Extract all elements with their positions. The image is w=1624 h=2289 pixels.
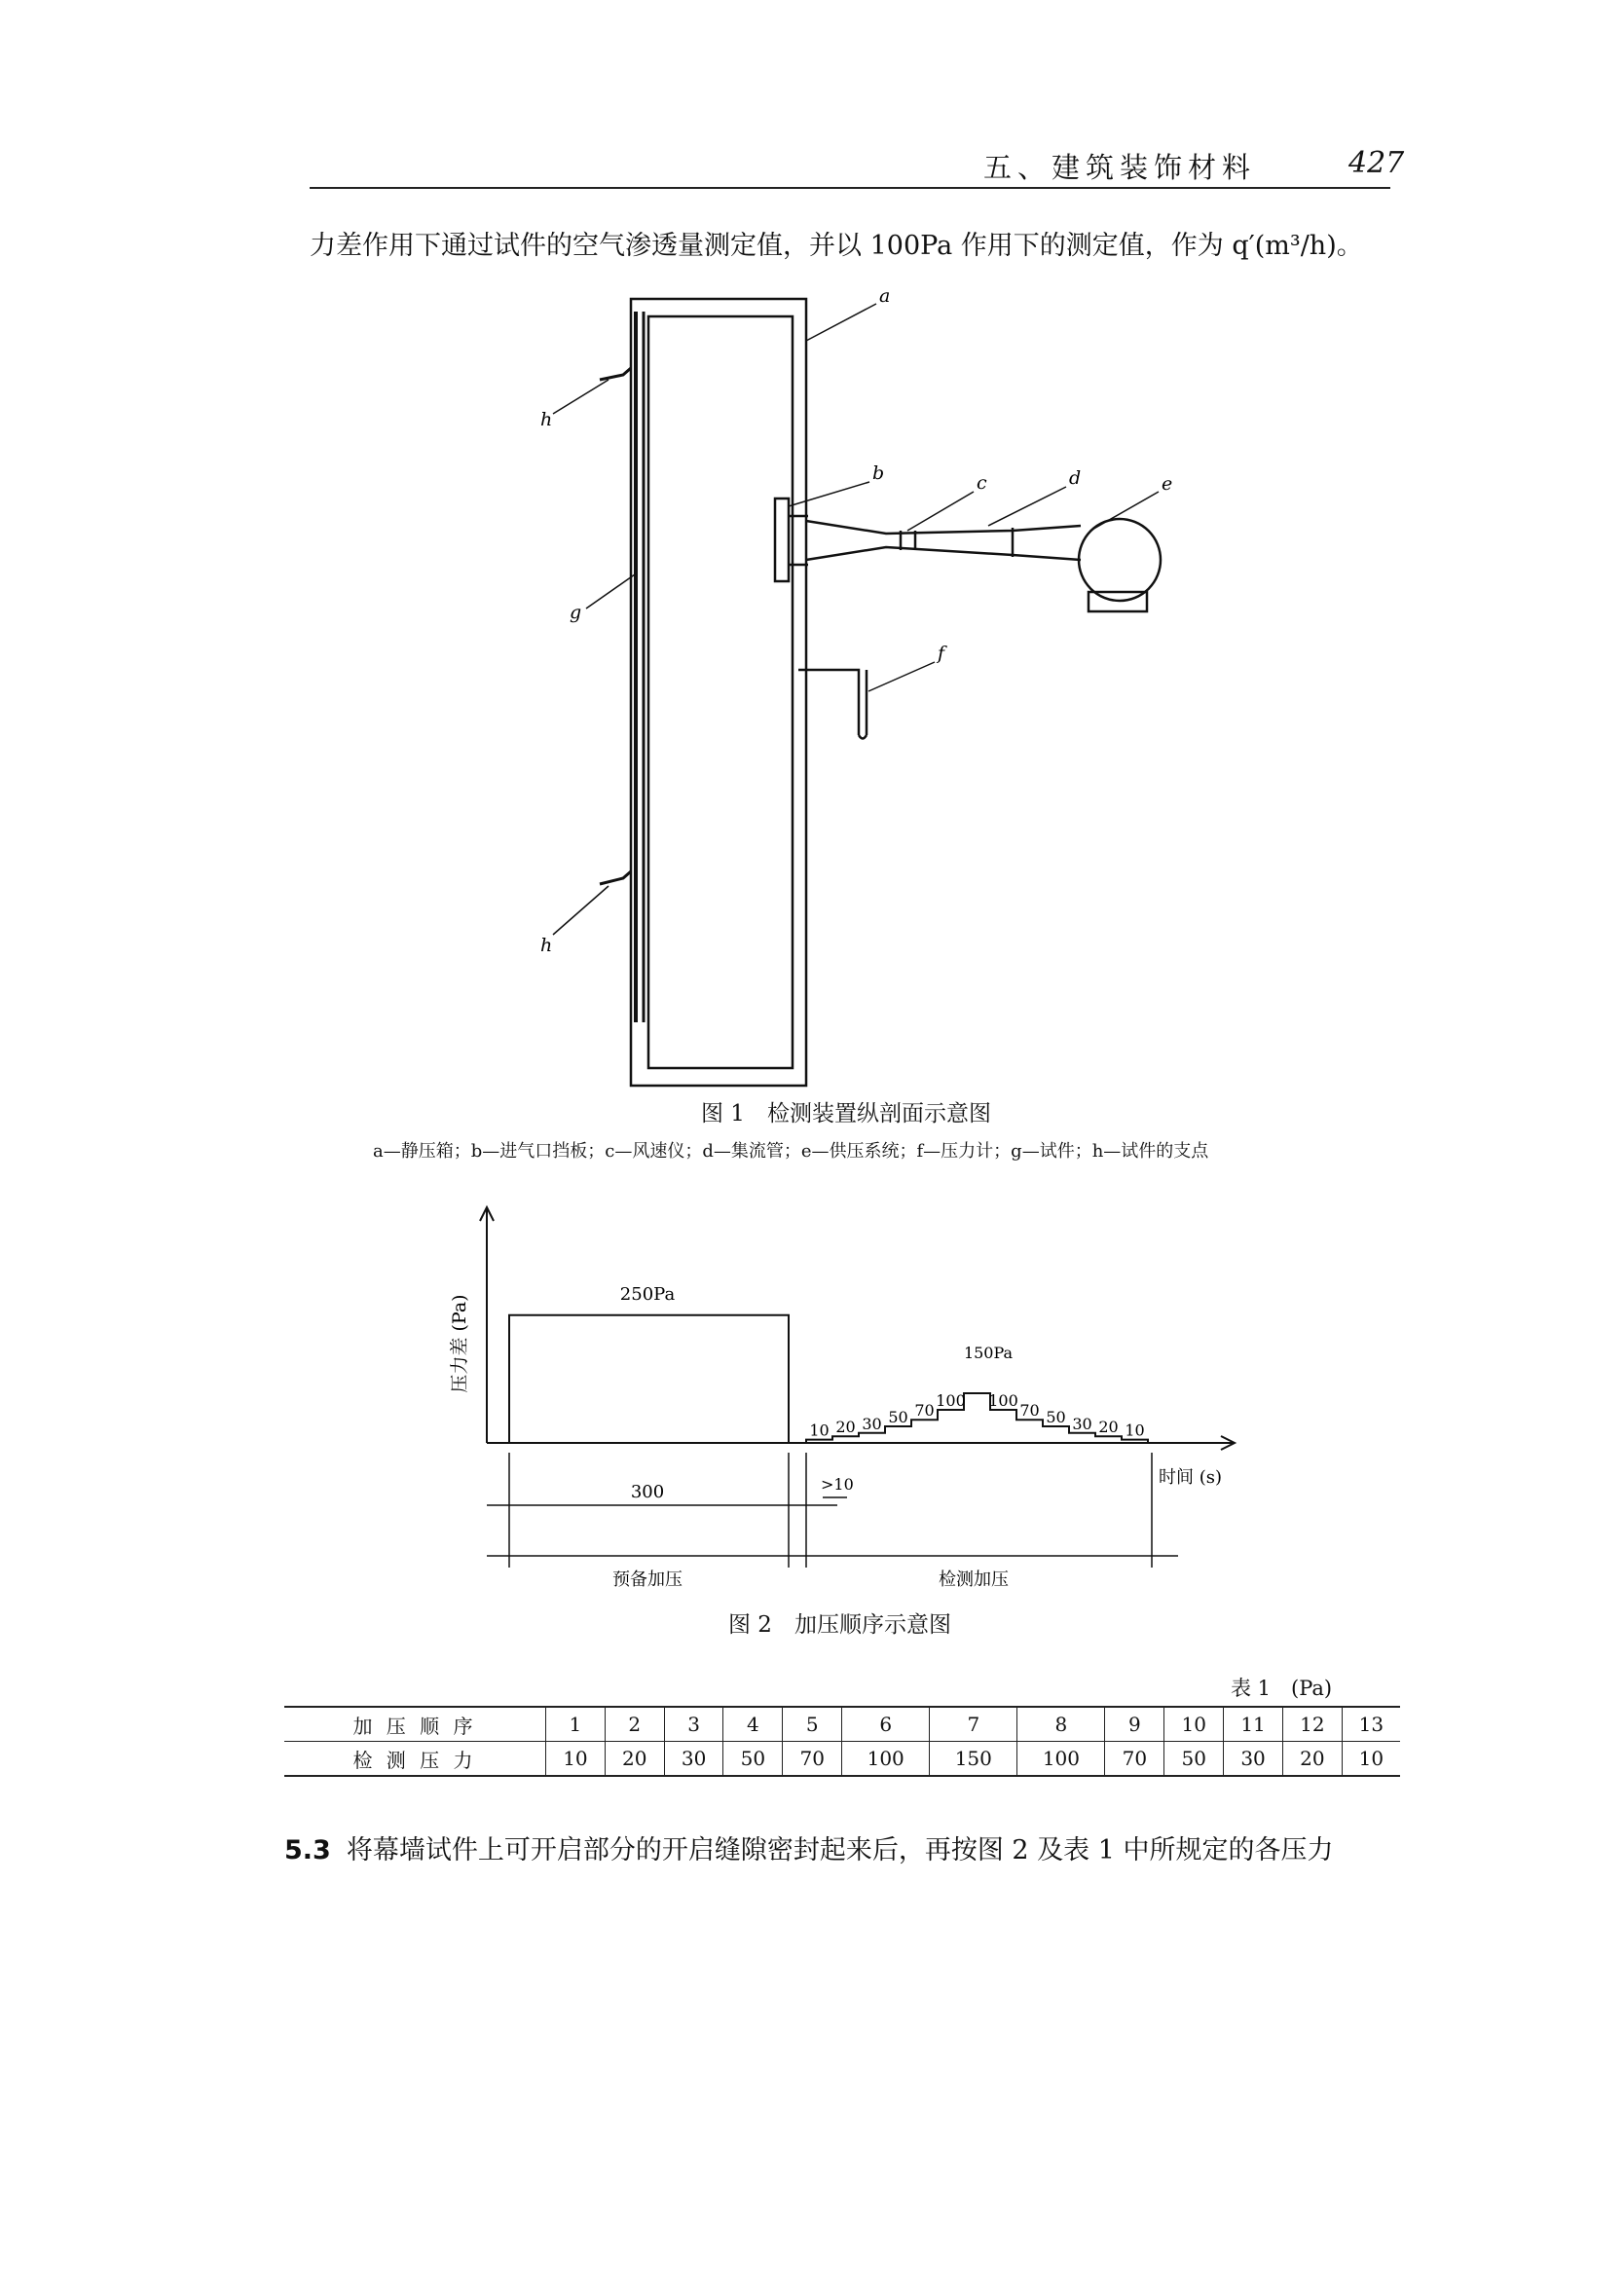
intro-paragraph-line: 力差作用下通过试件的空气渗透量测定值，并以 100Pa 作用下的测定值，作为 q′(m³/h)。	[310, 231, 1363, 261]
seq-cell: 6	[842, 1707, 930, 1742]
leader-h-bottom	[553, 886, 609, 935]
row-label-sequence: 加 压 顺 序	[284, 1707, 546, 1742]
pressure-cell: 70	[1105, 1742, 1164, 1777]
pressure-cell: 10	[546, 1742, 606, 1777]
step-value-label: 30	[1072, 1414, 1092, 1433]
pressure-cell: 50	[723, 1742, 783, 1777]
step-value-label: 100	[988, 1391, 1018, 1410]
collector-tube-top	[806, 521, 1081, 534]
leader-b	[789, 482, 869, 506]
seq-cell: 2	[605, 1707, 664, 1742]
seq-cell: 7	[930, 1707, 1017, 1742]
label-g: g	[570, 602, 582, 623]
test-step-series-line	[806, 1393, 1148, 1443]
pressure-cell: 100	[842, 1742, 930, 1777]
seq-cell: 12	[1282, 1707, 1342, 1742]
seq-cell: 11	[1224, 1707, 1283, 1742]
section-text: 将幕墙试件上可开启部分的开启缝隙密封起来后，再按图 2 及表 1 中所规定的各压力	[346, 1835, 1334, 1865]
seq-cell: 8	[1017, 1707, 1105, 1742]
seq-cell: 10	[1164, 1707, 1224, 1742]
label-f: f	[938, 643, 945, 664]
leader-h-top	[553, 380, 609, 414]
table-row-pressure	[284, 1742, 1400, 1777]
step-value-label: 50	[888, 1408, 908, 1426]
pressure-cell: 70	[783, 1742, 842, 1777]
label-h-bottom: h	[540, 935, 553, 956]
pressure-cell: 150	[930, 1742, 1017, 1777]
step-value-label: 70	[914, 1401, 935, 1421]
support-point-bottom	[600, 871, 631, 884]
leader-c	[907, 492, 974, 531]
seq-cell: 9	[1105, 1707, 1164, 1742]
step-value-label: 30	[862, 1414, 882, 1433]
leader-e	[1090, 492, 1159, 531]
step-value-label: 20	[835, 1418, 856, 1437]
pressure-cell: 20	[605, 1742, 664, 1777]
pressure-cell: 10	[1342, 1742, 1400, 1777]
row-label-pressure: 检 测 压 力	[284, 1742, 546, 1777]
leader-f	[868, 662, 935, 691]
pressure-table	[284, 1706, 1400, 1777]
static-pressure-box-outer	[631, 299, 806, 1086]
step-value-label: 10	[1125, 1421, 1145, 1440]
label-c: c	[977, 472, 987, 494]
step-value-label: 70	[1019, 1401, 1040, 1421]
page-number: 427	[1348, 146, 1405, 180]
dim-label-300: 300	[630, 1482, 665, 1502]
preload-block	[509, 1315, 789, 1443]
seq-cell: 4	[723, 1707, 783, 1742]
pressure-cell: 50	[1164, 1742, 1224, 1777]
dim-label-gap: >10	[821, 1475, 854, 1494]
peak-value-label: 150Pa	[963, 1344, 1014, 1362]
label-e: e	[1162, 473, 1173, 495]
manometer	[798, 670, 867, 739]
step-value-label: 50	[1046, 1408, 1066, 1426]
step-value-label: 20	[1098, 1418, 1119, 1437]
static-pressure-box-inner	[648, 316, 793, 1068]
figure1-legend: a—静压箱；b—进气口挡板；c—风速仪；d—集流管；e—供压系统；f—压力计；g—试件；h—试件的支点	[373, 1141, 1209, 1162]
section-number: 5.3	[284, 1835, 331, 1865]
x-axis-label: 时间 (s)	[1159, 1467, 1223, 1488]
support-point-top	[600, 368, 631, 380]
leader-a	[806, 304, 876, 341]
running-header-title: 五、建筑装饰材料	[983, 151, 1257, 184]
pressure-cell: 30	[664, 1742, 723, 1777]
pressure-cell: 30	[1224, 1742, 1283, 1777]
seq-cell: 5	[783, 1707, 842, 1742]
pressure-cell: 100	[1017, 1742, 1105, 1777]
seq-cell: 1	[546, 1707, 606, 1742]
leader-g	[586, 574, 635, 609]
table-row-sequence	[284, 1707, 1400, 1742]
label-b: b	[872, 462, 885, 484]
step-value-label: 10	[809, 1421, 830, 1440]
phase-label-test: 检测加压	[939, 1569, 1009, 1590]
label-d: d	[1069, 467, 1082, 489]
table1-title: 表 1 (Pa)	[1231, 1677, 1333, 1700]
section-5-3	[284, 1828, 1334, 1866]
leader-d	[988, 487, 1066, 526]
pressure-cell: 20	[1282, 1742, 1342, 1777]
figure1-caption: 图 1 检测装置纵剖面示意图	[701, 1101, 991, 1126]
phase-label-preload: 预备加压	[612, 1569, 683, 1590]
inlet-baffle	[775, 498, 789, 581]
figure2-caption: 图 2 加压顺序示意图	[728, 1612, 951, 1638]
y-axis-label: 压力差 (Pa)	[449, 1294, 470, 1393]
step-value-label: 100	[936, 1391, 966, 1410]
figure2-pressure-sequence-chart	[0, 1188, 1624, 1597]
seq-cell: 3	[664, 1707, 723, 1742]
label-h-top: h	[540, 409, 553, 430]
preload-value-label: 250Pa	[619, 1284, 676, 1305]
label-a: a	[879, 285, 891, 307]
seq-cell: 13	[1342, 1707, 1400, 1742]
collector-tube-bottom	[806, 547, 1081, 560]
fan-housing	[1079, 519, 1161, 601]
